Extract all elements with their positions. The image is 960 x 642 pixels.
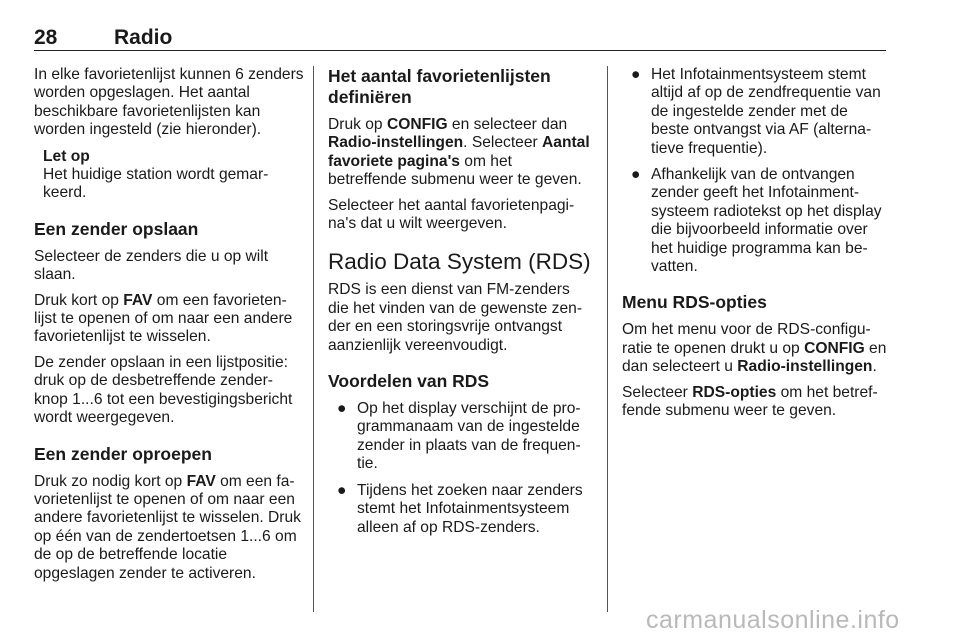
fav-key-label: FAV xyxy=(123,291,153,309)
column-left xyxy=(34,66,304,590)
favourite-pages-label: Aantal favoriete pagina's xyxy=(328,134,590,170)
note-box xyxy=(43,148,304,203)
bullet-icon: ● xyxy=(337,481,347,499)
rds-advantages-list-continued xyxy=(622,66,888,276)
rds-paragraph: RDS is een dienst van FM-zenders die het vinden van de gewenste zen-der en een storingsvrije ontvangst aanzienlijk vereenvoudigt. xyxy=(328,281,583,354)
radio-settings-label: Radio-instellingen xyxy=(737,358,873,376)
rds-options-label: RDS-opties xyxy=(692,383,777,401)
config-key-label: CONFIG xyxy=(804,339,865,357)
list-item: ● Op het display verschijnt de pro-grammanaam van de ingestelde zender in plaats van de frequen-tie. xyxy=(337,400,581,473)
note-text: Het huidige station wordt gemar-keerd. xyxy=(43,166,269,202)
page-header xyxy=(34,26,886,51)
heading-rds-menu: Menu RDS-opties xyxy=(622,292,767,313)
column-divider-left xyxy=(313,66,314,612)
fav-key-label: FAV xyxy=(186,472,216,490)
note-title: Let op xyxy=(43,147,90,165)
page-number: 28 xyxy=(34,26,58,49)
heading-rds-advantages: Voordelen van RDS xyxy=(328,371,490,392)
save-paragraph-1: Selecteer de zenders die u op wilt slaan. xyxy=(34,247,269,284)
heading-save-station: Een zender opslaan xyxy=(34,218,199,239)
heading-recall-station: Een zender oproepen xyxy=(34,443,212,464)
save-paragraph-2: Druk kort op FAV om een favorieten-lijst te openen of om naar een andere favorietenlijst te wisselen. xyxy=(34,291,293,346)
intro-paragraph: In elke favorietenlijst kunnen 6 zenders worden opgeslagen. Het aantal beschikbare favorietenlijsten kan worden ingesteld (zie hieronder). xyxy=(34,66,304,139)
column-divider-right xyxy=(607,66,608,612)
rds-menu-paragraph-1: Om het menu voor de RDS-configu-ratie te openen drukt u op CONFIG en dan selecteert u Radio-instellingen. xyxy=(622,321,887,376)
list-item: ● Afhankelijk van de ontvangen zender geeft het Infotainment-systeem radiotekst op het display die bijvoorbeeld informatie over het huidige programma kan be-vatten. xyxy=(631,166,882,276)
rds-menu-paragraph-2: Selecteer RDS-opties om het betref-fende submenu weer te geven. xyxy=(622,383,878,420)
bullet-icon: ● xyxy=(337,400,347,418)
list-item: ● Het Infotainmentsysteem stemt altijd af op de zendfrequentie van de ingestelde zender met de beste ontvangst via AF (alterna-tieve frequentie). xyxy=(631,66,881,157)
save-paragraph-3: De zender opslaan in een lijstpositie: druk op de desbetreffende zender-knop 1...6 tot een bevestigingsbericht wordt weergegeven. xyxy=(34,353,293,427)
bullet-icon: ● xyxy=(631,166,641,184)
heading-rds: Radio Data System (RDS) xyxy=(328,249,591,275)
heading-define-favourites: Het aantal favorietenlijsten definiëren xyxy=(328,66,551,107)
config-key-label: CONFIG xyxy=(386,116,448,133)
define-paragraph-1: Druk op CONFIG en selecteer dan Radio-instellingen. Selecteer Aantal favoriete pagina's om het betreffende submenu weer te geven. xyxy=(328,116,590,189)
rds-advantages-list xyxy=(328,400,594,537)
column-middle xyxy=(328,66,594,545)
radio-settings-label: Radio-instellingen xyxy=(328,134,464,152)
watermark: carmanualsonline.info xyxy=(646,606,900,634)
list-item: ● Tijdens het zoeken naar zenders stemt het Infotainmentsysteem alleen af op RDS-zenders. xyxy=(337,481,583,536)
column-right xyxy=(622,66,888,428)
section-title: Radio xyxy=(114,26,173,49)
recall-paragraph: Druk zo nodig kort op FAV om een fa-vorietenlijst te openen of om naar een andere favorietenlijst te wisselen. Druk op één van de zendertoetsen 1...6 om de op de betreffende locatie opgeslagen zender te activeren. xyxy=(34,472,301,582)
bullet-icon: ● xyxy=(631,66,641,83)
define-paragraph-2: Selecteer het aantal favorietenpagi-na's dat u wilt weergeven. xyxy=(328,196,575,233)
